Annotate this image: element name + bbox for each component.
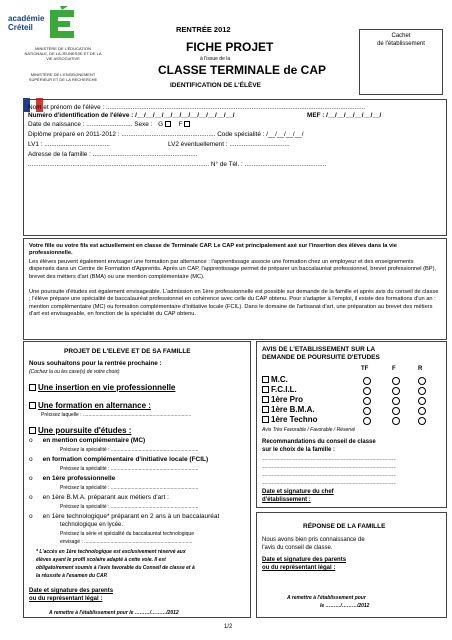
insertion-checkbox[interactable]	[29, 384, 36, 391]
alternance-label: Une formation en alternance :	[38, 401, 151, 410]
birthdate-field[interactable]	[28, 121, 192, 128]
bma-detail[interactable]: Précisez la spécialité : ...............................................................	[60, 504, 199, 510]
option-poursuite[interactable]	[29, 426, 131, 435]
student-id-field[interactable]: Numéro d'identification de l'élève : /__/__/__/__/__/__/__/__/__/__/__/	[28, 112, 235, 119]
radio-fcil-r[interactable]	[418, 387, 426, 395]
recommendation-label-2: sur le choix de la famille :	[262, 447, 336, 453]
rentree-label: RENTRÉE 2012	[176, 25, 231, 34]
techno-note-4: la réussite à l'examen du CAP.	[36, 573, 108, 579]
premiere-pro-label: en 1ère professionnelle	[42, 475, 116, 482]
radio-fcil-tf[interactable]	[363, 387, 371, 395]
diploma-field[interactable]: Diplôme préparé en 2011-2012 : ..................................................... Code spécialité : /__/__/__/__/	[28, 131, 304, 138]
option-insertion[interactable]	[29, 383, 175, 392]
col-r: R	[418, 366, 423, 372]
stamp-box	[359, 29, 443, 95]
wish-note: (Cochez la ou les case(s) de votre choix)	[29, 369, 120, 375]
radio-bma-tf[interactable]	[363, 407, 371, 415]
mc-label: en mention complémentaire (MC)	[42, 437, 146, 444]
info-paragraph-2: Les élèves peuvent également envisager une formation par alternance : l'apprentissage associe une formation chez un employeur et des enseignements dispensés dans un Centre de Formation d'Apprentis. Après un CAP, l'apprentissage permet de préparer un baccalauréat professionnel, brevet professionnel (BP), brevet des métiers d'art (BMA) ou une mention complémentaire (MC).	[29, 259, 437, 280]
page-number: 1/2	[224, 624, 233, 630]
information-box	[23, 238, 447, 340]
stamp-label-1: Cachet	[391, 33, 411, 39]
radio-bma-r[interactable]	[418, 407, 426, 415]
principal-signature-label-1: Date et signature du chef	[262, 489, 334, 495]
stamp-label-2: de l'établissement	[377, 41, 425, 47]
issue-label: à l'issue de la	[200, 56, 231, 62]
techno-label-2: technologique en lycée.	[60, 522, 124, 528]
sex-f-label: F	[178, 121, 183, 128]
row-fcil	[262, 385, 297, 394]
fiche-title: FICHE PROJET	[186, 40, 274, 54]
recommendation-label-1: Recommandations du conseil de classe	[262, 439, 376, 445]
identification-box	[23, 99, 447, 236]
fcil-detail[interactable]: Précisez la spécialité : ...............................................................	[60, 466, 199, 472]
col-f: F	[392, 366, 396, 372]
insertion-label: Une insertion en vie professionnelle	[38, 383, 176, 392]
opinion-title-2: DEMANDE DE POURSUITE D'ETUDES	[262, 354, 380, 361]
option-techno[interactable]: o en 1ère technologique* préparant en 2 ans à un baccalauréat	[29, 513, 220, 520]
family-response-box	[256, 512, 447, 618]
lv1-field[interactable]: LV1 : .....................................	[28, 141, 110, 148]
family-response-line-2: l'avis du conseil de classe.	[262, 545, 333, 551]
opinion-title-1: AVIS DE L'ETABLISSEMENT SUR LA	[262, 346, 376, 353]
recommendation-line-3[interactable]: ………………………………………………………….	[262, 472, 396, 478]
family-signature-label-1: Date et signature des parents	[262, 557, 347, 563]
recommendation-line-4[interactable]: ………………………………………………………….	[262, 480, 396, 486]
student-project-box	[23, 341, 251, 618]
principal-signature-label-2[interactable]: d'établissement :	[262, 497, 311, 503]
alternance-detail[interactable]: Précisez laquelle : ..............................................................................	[41, 412, 192, 418]
row-bma	[262, 405, 315, 414]
option-premiere-pro[interactable]: o en 1ère professionnelle	[29, 475, 116, 482]
recommendation-line-2[interactable]: ………………………………………………………….	[262, 464, 396, 470]
col-tf: TF	[361, 366, 369, 372]
techno-detail[interactable]: envisagé : ..............................................................................	[60, 539, 193, 545]
row-techno-label: 1ère Techno	[271, 415, 318, 424]
radio-techno-r[interactable]	[418, 417, 426, 425]
techno-note-1: * L'accès en 1ère technologique est exclusivement réservé aux	[36, 549, 186, 555]
sex-g-label: G	[158, 121, 164, 128]
lv2-field[interactable]: LV2 éventuellement : ..................................	[168, 141, 290, 148]
radio-pro-f[interactable]	[392, 397, 400, 405]
birthdate-label: Date de naissance : .......................... Sexe :	[28, 121, 153, 128]
family-response-line-1: Nous avons bien pris connaissance de	[262, 537, 365, 543]
opinion-legend: Avis Très Favorable / Favorable / Réservé	[262, 427, 356, 433]
row-mc-label: M.C.	[271, 375, 288, 384]
academie-e-icon	[46, 6, 78, 42]
row-bma-label: 1ère B.M.A.	[271, 405, 315, 414]
ministry-2: MINISTÈRE DE L'ENSEIGNEMENT SUPÉRIEUR ET DE LA RECHERCHE	[28, 72, 98, 82]
row-pro	[262, 395, 303, 404]
techno-specialty-label: Précisez la série et spécialité du baccalauréat technologique	[60, 531, 194, 537]
fcil-label: en formation complémentaire d'initiative locale (FCIL)	[42, 456, 209, 463]
option-fcil[interactable]: o en formation complémentaire d'initiative locale (FCIL)	[29, 456, 209, 463]
student-name-field[interactable]: Nom et prénom de l'élève : ..................................................................................................................................................	[28, 104, 366, 111]
row-mc	[262, 375, 288, 384]
sex-g-checkbox[interactable]	[165, 121, 171, 127]
premiere-pro-detail[interactable]: Précisez la spécialité : ...............................................................	[60, 485, 199, 491]
radio-bma-f[interactable]	[392, 407, 400, 415]
techno-note-2: élèves ayant le profil scolaire adapté à cette voie. Il est	[36, 557, 166, 563]
school-opinion-box	[256, 341, 447, 508]
logo-line1: académie	[8, 14, 45, 23]
phone-field[interactable]: ...................................................................................................... N° de Tél. : ..............................................	[28, 161, 327, 168]
option-bma[interactable]: o en 1ère B.M.A. préparant aux métiers d'art :	[29, 494, 169, 501]
family-signature-label-2[interactable]: ou du représentant légal :	[262, 565, 336, 571]
sex-f-checkbox[interactable]	[184, 121, 190, 127]
row-techno	[262, 415, 318, 424]
wish-heading: Nous souhaitons pour la rentrée prochaine :	[29, 360, 162, 367]
project-title: PROJET DE L'ELEVE ET DE SA FAMILLE	[64, 348, 191, 355]
radio-mc-r[interactable]	[418, 377, 426, 385]
mc-detail[interactable]: Précisez la spécialité : ...............................................................	[60, 447, 199, 453]
radio-mc-tf[interactable]	[363, 377, 371, 385]
info-paragraph-3: Une poursuite d'études est également envisageable. L'admission en 1ère professionnelle est possible sur demande de la famille et après avis du conseil de classe ; l'élève prépare une spécialité de baccalauréat professionnel en cohérence avec celle du CAP obtenu. Pour s'adapter à l'emploi, il existe des formations d'un an : mention complémentaire (MC) ou formation complémentaire d'initiative locale (FCIL). Dans le domaine de l'artisanat d'art, une préparation au brevet des métiers d'art est envisageable, en fonction de la spécialité du CAP obtenu.	[29, 289, 439, 317]
address-field[interactable]: Adresse de la famille : ...........................................................	[28, 151, 198, 158]
option-mc[interactable]: o en mention complémentaire (MC)	[29, 437, 146, 444]
logo-line2: Créteil	[8, 23, 33, 32]
recommendation-line-1[interactable]: ………………………………………………………….	[262, 456, 396, 462]
alternance-checkbox[interactable]	[29, 402, 36, 409]
radio-pro-tf[interactable]	[363, 397, 371, 405]
return-date-right-2: le ………/………/2012	[320, 603, 370, 609]
poursuite-label: Une poursuite d'études :	[38, 426, 132, 435]
ministry-1: MINISTÈRE DE L'ÉDUCATION NATIONALE, DE LA JEUNESSE ET DE LA VIE ASSOCIATIVE	[24, 46, 102, 61]
classe-title: CLASSE TERMINALE de CAP	[158, 63, 327, 77]
parent-signature-label-1: Date et signature des parents	[29, 588, 114, 594]
parent-signature-label-2[interactable]: ou du représentant légal :	[29, 596, 103, 602]
row-fcil-label: F.C.I.L.	[271, 385, 297, 394]
radio-techno-tf[interactable]	[363, 417, 371, 425]
bma-label: en 1ère B.M.A. préparant aux métiers d'art :	[42, 494, 169, 501]
radio-mc-f[interactable]	[392, 377, 400, 385]
radio-fcil-f[interactable]	[392, 387, 400, 395]
info-paragraph-1: Votre fille ou votre fils est actuellement en classe de Terminale CAP. Le CAP est principalement axé sur l'insertion des élèves dans la vie professionnelle.	[29, 243, 397, 257]
radio-pro-r[interactable]	[418, 397, 426, 405]
techno-note-3: obligatoirement soumis à l'avis favorable du Conseil de classe et à	[36, 565, 195, 571]
poursuite-checkbox[interactable]	[29, 427, 36, 434]
option-alternance[interactable]	[29, 401, 151, 410]
family-response-title: RÉPONSE DE LA FAMILLE	[303, 523, 386, 530]
identification-heading: IDENTIFICATION DE L'ÉLÈVE	[170, 82, 261, 89]
return-date-left: A remettre à l'établissement pour le ………/………/2012	[49, 610, 179, 616]
row-pro-label: 1ère Pro	[271, 395, 304, 404]
return-date-right-1: A remettre à l'établissement pour	[287, 595, 366, 601]
mef-field[interactable]: MEF : /__/__/__/__/__/__/	[307, 112, 382, 119]
techno-label: en 1ère technologique* préparant en 2 ans à un baccalauréat	[42, 513, 220, 520]
radio-techno-f[interactable]	[392, 417, 400, 425]
